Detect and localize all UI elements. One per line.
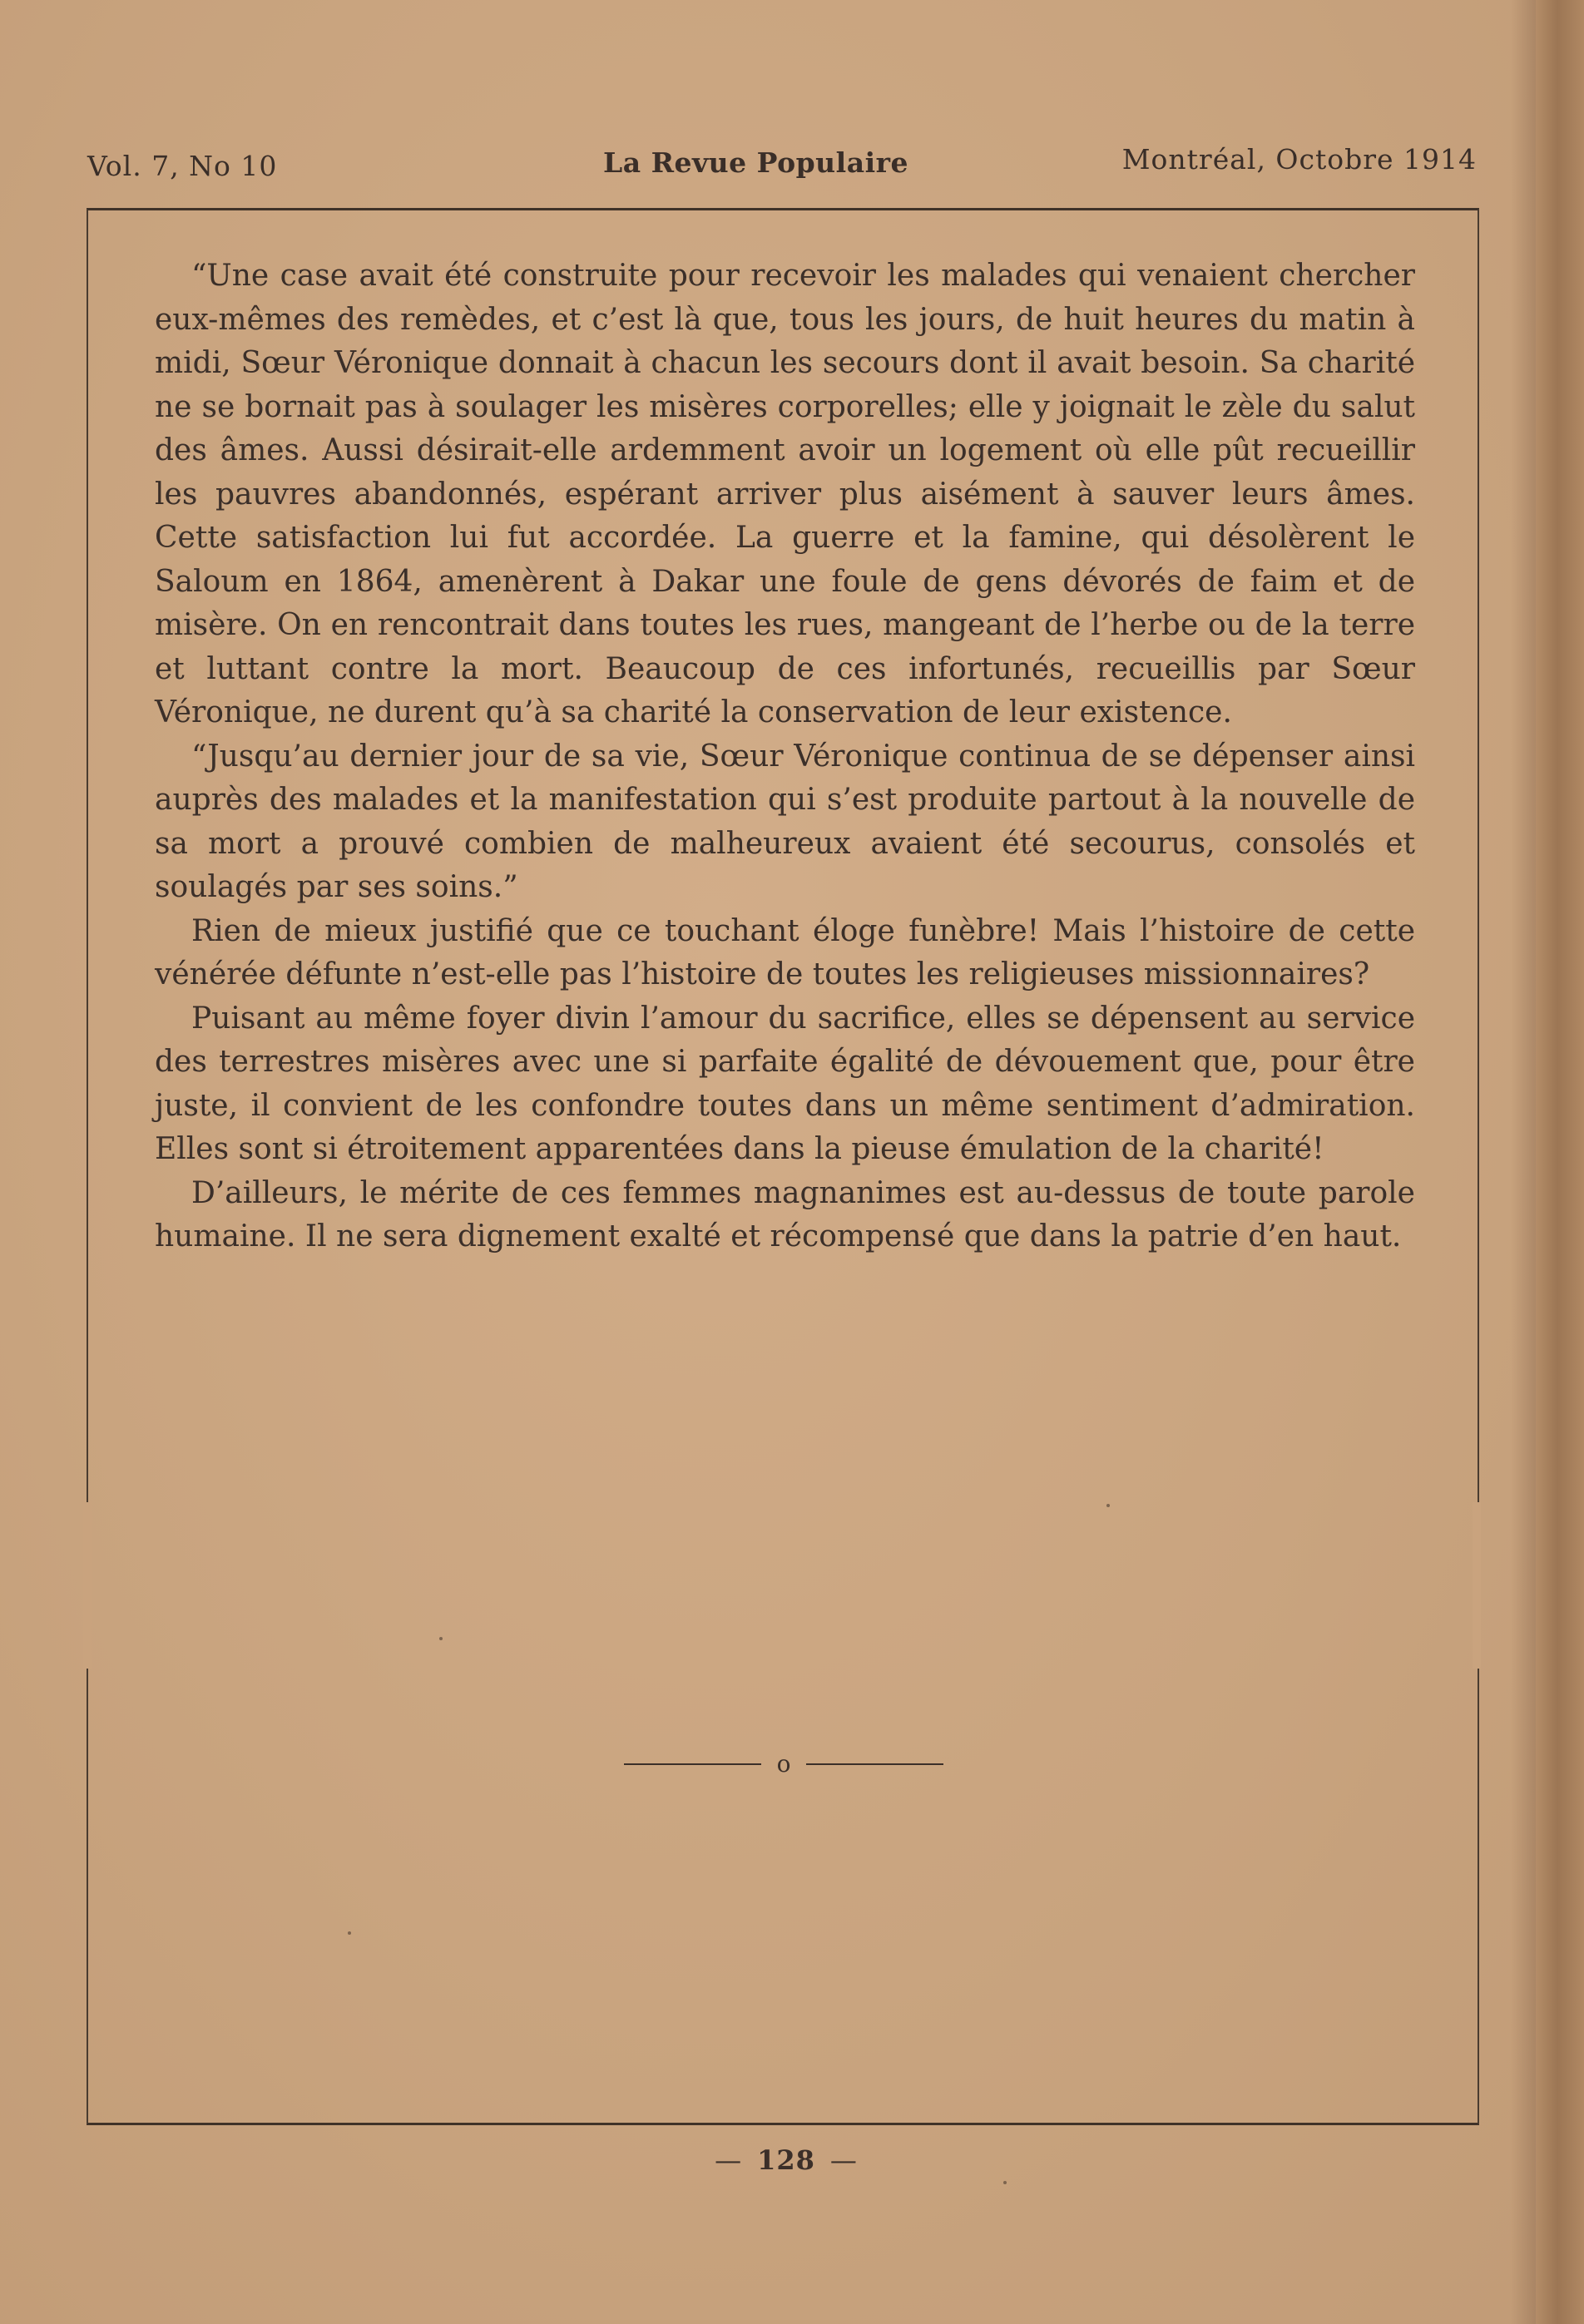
frame-gap-left xyxy=(83,1502,92,1669)
paragraph: “Une case avait été construite pour recevoir les malades qui venaient chercher eux-mêmes des remèdes, et c’est là que, tous les jours, de huit heures du matin à midi, Sœur Véronique donnait à chacun les secours dont il avait besoin. Sa charité ne se bornait pas à soulager les misères corporelles; elle y joignait le zèle du salut des âmes. Aussi désirait-elle ardemment avoir un logement où elle pût recueillir les pauvres abandonnés, espérant arriver plus aisément à sauver leurs âmes. Cette satisfaction lui fut accordée. La guerre et la famine, qui désolèrent le Saloum en 1864, amenèrent à Dakar une foule de gens dévorés de faim et de misère. On en rencontrait dans toutes les rues, mangeant de l’herbe ou de la terre et luttant contre la mort. Beaucoup de ces infortunés, recueillis par Sœur Véronique, ne durent qu’à sa charité la conservation de leur existence. xyxy=(155,259,1415,729)
paragraph: Rien de mieux justifié que ce touchant éloge funèbre! Mais l’histoire de cette vénérée défunte n’est-elle pas l’histoire de toutes les religieuses missionnaires? xyxy=(155,913,1415,991)
journal-title: La Revue Populaire xyxy=(603,146,908,179)
section-divider xyxy=(624,1752,943,1777)
page-number-footer xyxy=(682,2144,890,2176)
folio-dash-right: — xyxy=(829,2144,858,2176)
paragraph: D’ailleurs, le mérite de ces femmes magnanimes est au-dessus de toute parole humaine. Il ne sera dignement exalté et récompensé que dans la patrie d’en haut. xyxy=(155,1175,1415,1253)
volume-number: Vol. 7, No 10 xyxy=(87,150,278,182)
place-and-date: Montréal, Octobre 1914 xyxy=(1121,143,1477,176)
page-edge xyxy=(1536,0,1584,2324)
folio-dash-left: — xyxy=(715,2144,743,2176)
divider-rule-right xyxy=(806,1763,943,1765)
frame-gap-right xyxy=(1473,1502,1481,1669)
running-header xyxy=(87,143,1477,185)
paper-speck xyxy=(1106,1504,1110,1507)
page-number: 128 xyxy=(757,2144,815,2176)
paper-speck xyxy=(439,1637,443,1640)
page-spine-shadow xyxy=(1511,0,1536,2324)
article-body xyxy=(155,255,1415,1259)
divider-rule-left xyxy=(624,1763,761,1765)
divider-ornament: o xyxy=(776,1750,791,1778)
text-frame-bottom xyxy=(87,1497,1479,2125)
paper-speck xyxy=(1003,2181,1007,2184)
paper-speck xyxy=(348,1931,351,1935)
paragraph: Puisant au même foyer divin l’amour du sacrifice, elles se dépensent au service des terrestres misères avec une si parfaite égalité de dévouement que, pour être juste, il convient de les confondre toutes dans un même sentiment d’admiration. Elles sont si étroitement apparentées dans la pieuse émulation de la charité! xyxy=(155,1001,1415,1166)
paragraph: “Jusqu’au dernier jour de sa vie, Sœur Véronique continua de se dépenser ainsi auprès des malades et la manifestation qui s’est produite partout à la nouvelle de sa mort a prouvé combien de malheureux avaient été secourus, consolés et soulagés par ses soins.” xyxy=(155,739,1415,904)
